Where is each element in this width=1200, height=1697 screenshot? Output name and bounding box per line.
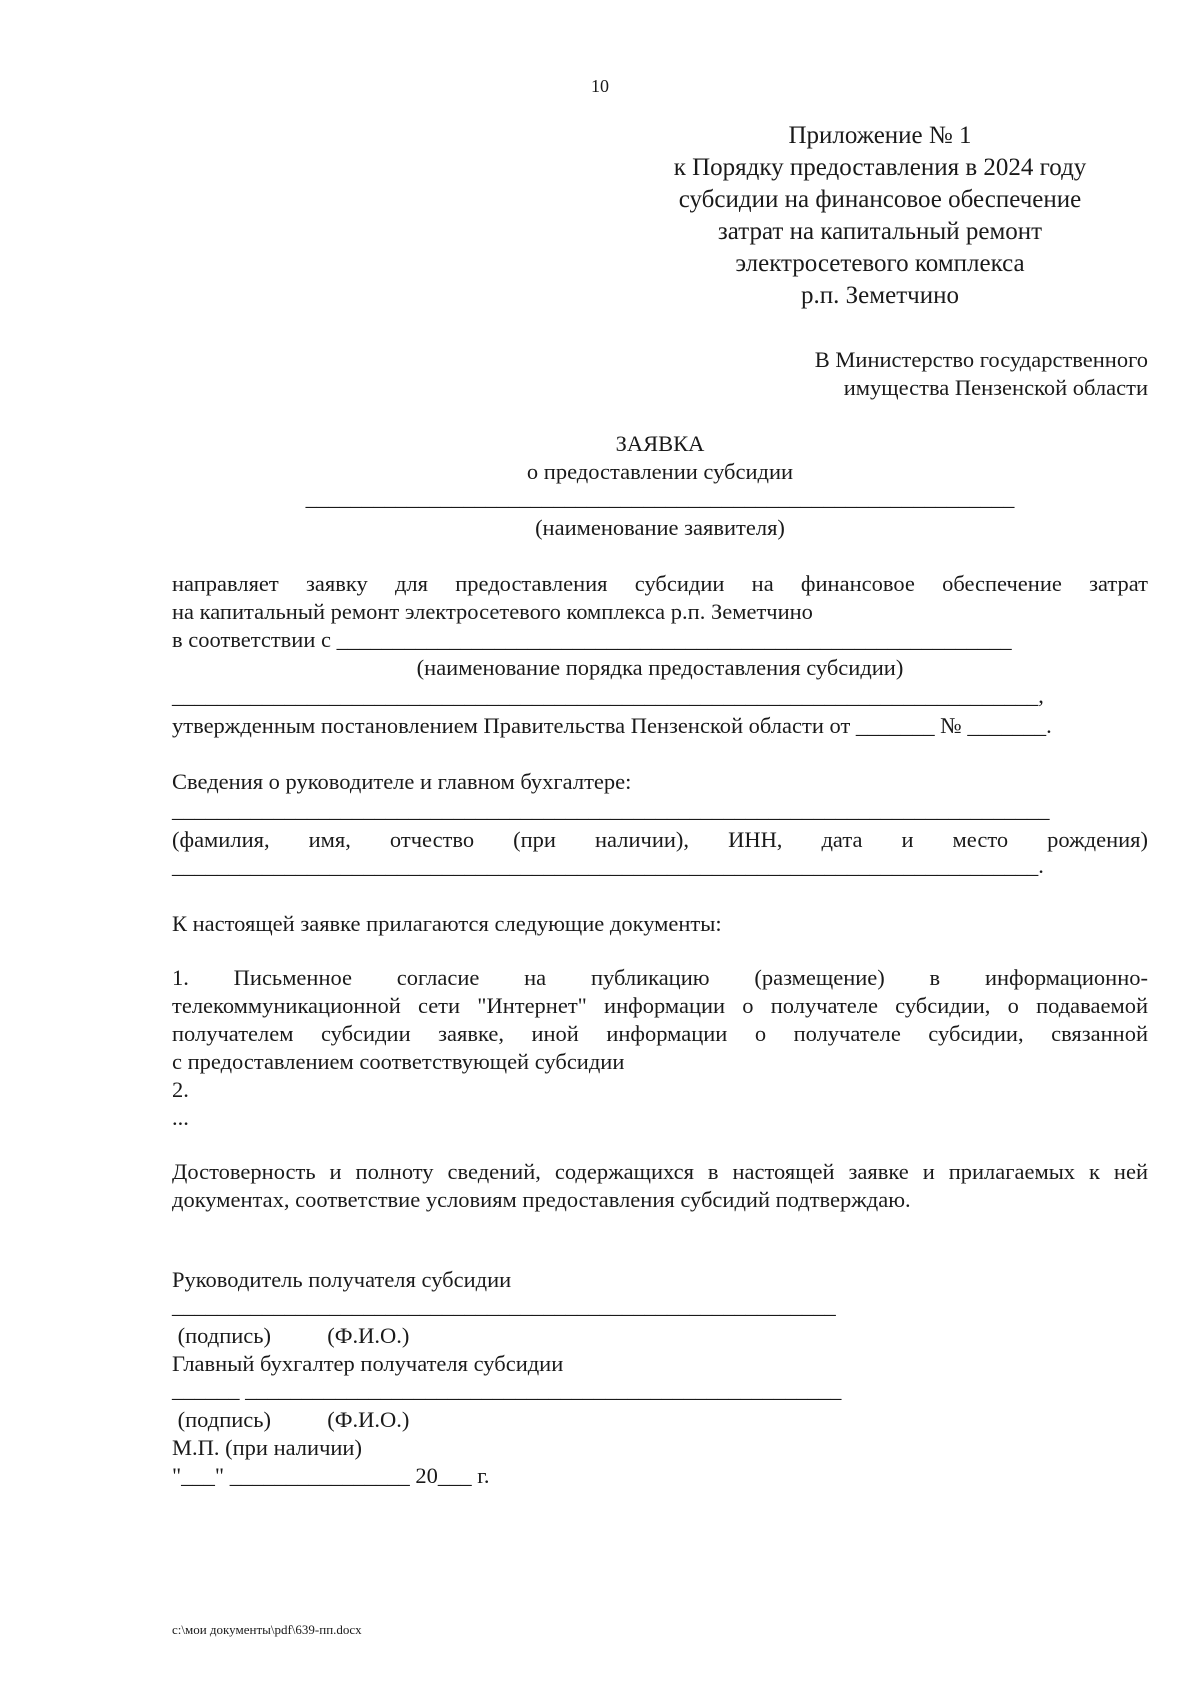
head-signature-label: Руководитель получателя субсидии [172,1267,512,1292]
heads-caption: (фамилия, имя, отчество (при наличии), ИНН, дата и место рождения) [172,827,1148,852]
stamp-label: М.П. (при наличии) [172,1435,362,1460]
document-1-line-4: с предоставлением соответствующей субсидии [172,1049,625,1074]
document-1-line-1: 1. Письменное согласие на публикацию (размещение) в информационно- [172,965,1148,990]
head-signature-blank: ___________________________________________________________ [172,1293,836,1318]
file-path-footer: c:\мои документы\pdf\639-пп.docx [172,1622,362,1637]
procedure-name-caption: (наименование порядка предоставления субсидии) [416,655,904,680]
heads-blank-1: ______________________________________________________________________________ [172,797,1050,822]
documents-ellipsis: ... [172,1105,189,1130]
request-line-3: в соответствии с ____________________________________________________________ [172,627,1012,652]
confirmation-line-1: Достоверность и полноту сведений, содержащихся в настоящей заявке и прилагаемых к ней [172,1159,1148,1184]
heads-label: Сведения о руководителе и главном бухгалтере: [172,769,632,794]
applicant-name-blank: _______________________________________________________________ [305,485,1015,510]
appendix-line-6: р.п. Земетчино [801,282,959,309]
page-number: 10 [591,76,609,96]
appendix-line-1: Приложение № 1 [788,122,972,149]
addressee-line-1: В Министерство государственного [814,347,1148,372]
applicant-name-caption: (наименование заявителя) [535,515,785,540]
accountant-signature-blank: ______ _____________________________________________________ [172,1377,842,1402]
document-2: 2. [172,1077,189,1102]
confirmation-line-2: документах, соответствие условиям предоставления субсидий подтверждаю. [172,1187,911,1212]
accountant-signature-label: Главный бухгалтер получателя субсидии [172,1351,564,1376]
request-line-5: утвержденным постановлением Правительства Пензенской области от _______ № _______. [172,713,1052,738]
request-line-2: на капитальный ремонт электросетевого комплекса р.п. Земетчино [172,599,813,624]
appendix-line-4: затрат на капитальный ремонт [717,218,1043,245]
request-line-4: _____________________________________________________________________________, [172,683,1044,708]
date-line: "___" ________________ 20___ г. [172,1463,490,1488]
documents-label: К настоящей заявке прилагаются следующие документы: [172,911,722,936]
document-1-line-2: телекоммуникационной сети "Интернет" информации о получателе субсидии, о подаваемой [172,993,1148,1018]
appendix-line-2: к Порядку предоставления в 2024 году [673,154,1087,181]
page-title: ЗАЯВКА [615,431,705,456]
request-line-1: направляет заявку для предоставления субсидии на финансовое обеспечение затрат [172,571,1148,596]
accountant-signature-caption: (подпись) (Ф.И.О.) [172,1407,410,1432]
page-subtitle: о предоставлении субсидии [526,459,794,484]
heads-blank-2: _____________________________________________________________________________. [172,853,1044,878]
head-signature-caption: (подпись) (Ф.И.О.) [172,1323,410,1348]
appendix-line-5: электросетевого комплекса [735,250,1025,277]
addressee-line-2: имущества Пензенской области [843,375,1148,400]
document-1-line-3: получателем субсидии заявке, иной информации о получателе субсидии, связанной [172,1021,1148,1046]
appendix-line-3: субсидии на финансовое обеспечение [678,186,1082,213]
